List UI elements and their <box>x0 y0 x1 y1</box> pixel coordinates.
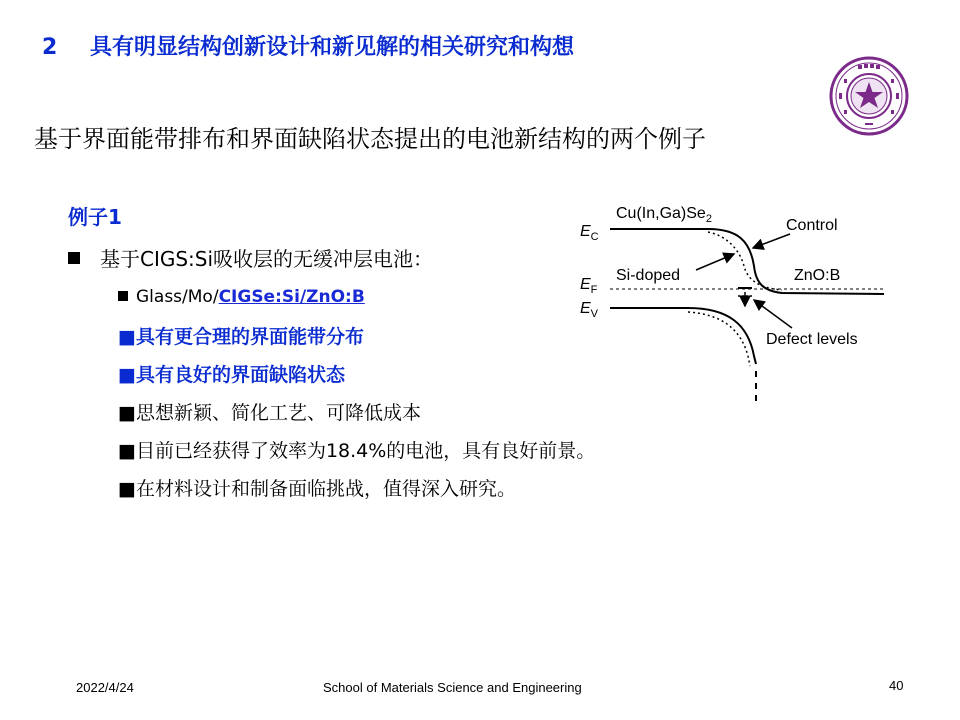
sub-bullet-band: ■具有更合理的界面能带分布 <box>118 326 364 348</box>
ec-label: $E_C$ <box>580 223 599 243</box>
main-bullet-text: 基于CIGS:Si吸收层的无缓冲层电池： <box>100 247 434 271</box>
footer-date: 2022/4/24 <box>76 680 134 695</box>
structure-prefix: Glass/Mo/ <box>136 287 219 307</box>
slide-subtitle: 基于界面能带排布和界面缺陷状态提出的电池新结构的两个例子 <box>34 125 706 153</box>
ev-label: $E_V$ <box>580 300 599 320</box>
bullet-square-icon <box>68 252 80 264</box>
control-label: Control <box>786 217 838 234</box>
bullet-square-icon <box>118 291 128 301</box>
conduction-band-control <box>610 229 884 294</box>
material-left-label: $Cu(In,Ga)Se_2$ <box>616 205 712 225</box>
ef-label: $E_F$ <box>580 276 598 296</box>
title-number: 2 <box>42 35 58 60</box>
sub-bullet-challenge: ■在材料设计和制备面临挑战，值得深入研究。 <box>118 478 516 500</box>
title-text: 具有明显结构创新设计和新见解的相关研究和构想 <box>90 35 575 60</box>
university-seal-icon <box>828 55 910 137</box>
sidoped-label: Si-doped <box>616 267 681 284</box>
sub-bullet-efficiency: ■目前已经获得了效率为18.4%的电池，具有良好前景。 <box>118 440 596 462</box>
sub-bullet-idea: ■思想新颖、简化工艺、可降低成本 <box>118 402 421 424</box>
material-right-label: ZnO:B <box>794 267 841 284</box>
footer-school: School of Materials Science and Engineering <box>323 680 582 695</box>
main-bullet <box>68 243 433 272</box>
valence-band-sidoped <box>688 312 750 366</box>
sub-bullet-defect: ■具有良好的界面缺陷状态 <box>118 364 345 386</box>
structure-link[interactable]: CIGSe:Si/ZnO:B <box>218 287 365 307</box>
sub-bullet-structure <box>118 287 365 307</box>
slide-title <box>42 30 574 61</box>
example-heading: 例子1 <box>68 205 122 229</box>
page-number: 40 <box>889 678 904 693</box>
defect-levels-label: Defect levels <box>766 331 858 348</box>
band-diagram <box>568 196 888 406</box>
valence-band-control <box>610 308 756 364</box>
